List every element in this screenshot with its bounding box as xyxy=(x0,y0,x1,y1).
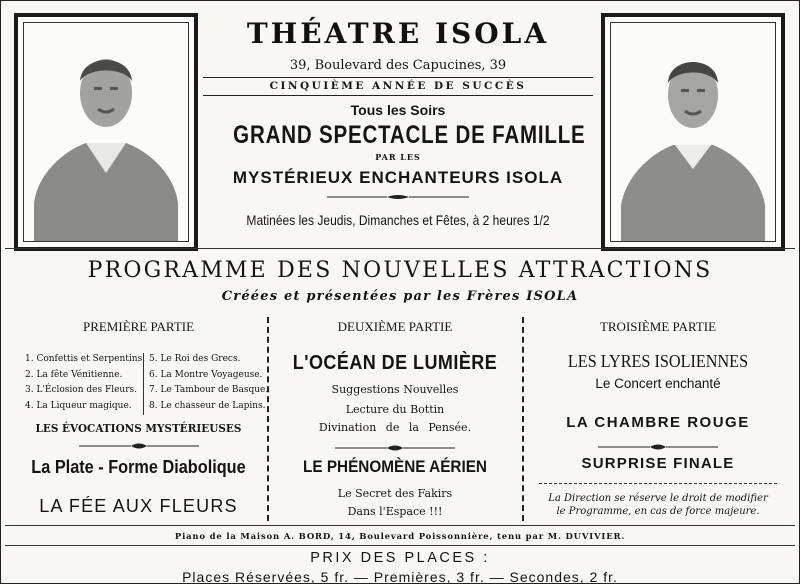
season-tagline: CINQUIÈME ANNÉE DE SUCCÈS xyxy=(269,80,527,92)
list-separator xyxy=(143,353,144,415)
portrait-right xyxy=(601,13,785,251)
act-line: Dans l'Espace !!! xyxy=(347,505,443,518)
plate-forme-act: La Plate - Forme Diabolique xyxy=(31,456,246,477)
places-prices: Places Réservées, 5 fr. — Premières, 3 fr. — Secondes, 2 fr. xyxy=(182,569,618,584)
direction-note-line: La Direction se réserve le droit de modifier xyxy=(548,493,768,504)
header-rule-top xyxy=(203,77,593,78)
ornament-divider xyxy=(327,194,469,200)
theatre-title: THÉATRE ISOLA xyxy=(246,17,550,50)
act-line: Suggestions Nouvelles xyxy=(331,383,459,396)
programme-subtitle: Créées et présentées par les Frères ISOLA xyxy=(221,289,579,304)
second-part-column xyxy=(269,315,521,521)
first-part-heading: PREMIÈRE PARTIE xyxy=(82,319,195,334)
portrait-left-photo xyxy=(24,23,188,241)
column-separator-2 xyxy=(522,317,524,521)
first-part-column xyxy=(11,315,269,521)
ornament-scroll xyxy=(598,442,718,451)
par-les: PAR LES xyxy=(375,152,421,162)
list-item: 5. Le Roi des Grecs. xyxy=(149,354,241,364)
second-part-heading: DEUXIÈME PARTIE xyxy=(337,319,453,334)
concert-line: Le Concert enchanté xyxy=(595,376,721,391)
list-item: 7. Le Tambour de Basque. xyxy=(149,385,269,396)
ornament-scroll xyxy=(79,441,199,450)
headline: GRAND SPECTACLE DE FAMILLE xyxy=(233,121,586,149)
header-block xyxy=(197,13,599,243)
first-part-list-left xyxy=(25,352,145,414)
portrait-left xyxy=(14,13,198,251)
list-item: 2. La fête Vénitienne. xyxy=(25,369,123,380)
surprise-finale-act: SURPRISE FINALE xyxy=(581,455,735,472)
first-part-list-right xyxy=(149,352,268,414)
list-item: 1. Confettis et Serpentins. xyxy=(25,354,146,364)
header-rule-bottom xyxy=(203,95,593,96)
footer-divider-top xyxy=(5,525,795,526)
list-item: 6. La Montre Voyageuse. xyxy=(149,369,263,380)
list-item: 4. La Liqueur magique. xyxy=(25,400,132,411)
portrait-right-photo xyxy=(611,23,775,241)
list-item: 8. Le chasseur de Lapins. xyxy=(149,400,266,411)
chambre-rouge-act: LA CHAMBRE ROUGE xyxy=(566,414,750,431)
list-item: 3. L'Éclosion des Fleurs. xyxy=(25,385,137,396)
third-part-column xyxy=(525,315,791,521)
ornament-scroll xyxy=(335,443,455,452)
piano-credit: Piano de la Maison A. BORD, 14, Boulevard Poissonnière, tenu par M. DUVIVIER. xyxy=(174,532,626,542)
direction-note-line: le Programme, en cas de force majeure. xyxy=(556,506,760,517)
phenomene-aerien-act: LE PHÉNOMÈNE AÉRIEN xyxy=(303,457,487,476)
programme-title: PROGRAMME DES NOUVELLES ATTRACTIONS xyxy=(87,258,713,283)
direction-rule xyxy=(539,483,777,484)
lyres-isoliennes-act: LES LYRES ISOLIENNES xyxy=(567,351,749,371)
performers-name: MYSTÉRIEUX ENCHANTEURS ISOLA xyxy=(232,168,564,187)
matinees-schedule: Matinées les Jeudis, Dimanches et Fêtes, à 2 heures 1/2 xyxy=(246,212,550,228)
footer-divider-bottom xyxy=(5,545,795,546)
section-divider xyxy=(5,248,795,249)
act-line: Divination de la Pensée. xyxy=(318,421,472,434)
third-part-heading: TROISIÈME PARTIE xyxy=(599,319,717,334)
act-line: Lecture du Bottin xyxy=(345,403,445,416)
ocean-de-lumiere-act: L'OCÉAN DE LUMIÈRE xyxy=(292,352,498,374)
direction-note xyxy=(525,492,791,518)
theatre-address: 39, Boulevard des Capucines, 39 xyxy=(289,58,507,73)
tous-les-soirs: Tous les Soirs xyxy=(350,102,446,118)
prix-des-places: PRIX DES PLACES : xyxy=(310,550,490,566)
act-line: Le Secret des Fakirs xyxy=(337,487,453,500)
fee-aux-fleurs-act: LA FÉE AUX FLEURS xyxy=(39,496,238,516)
evocations-title: LES ÉVOCATIONS MYSTÉRIEUSES xyxy=(35,422,242,435)
